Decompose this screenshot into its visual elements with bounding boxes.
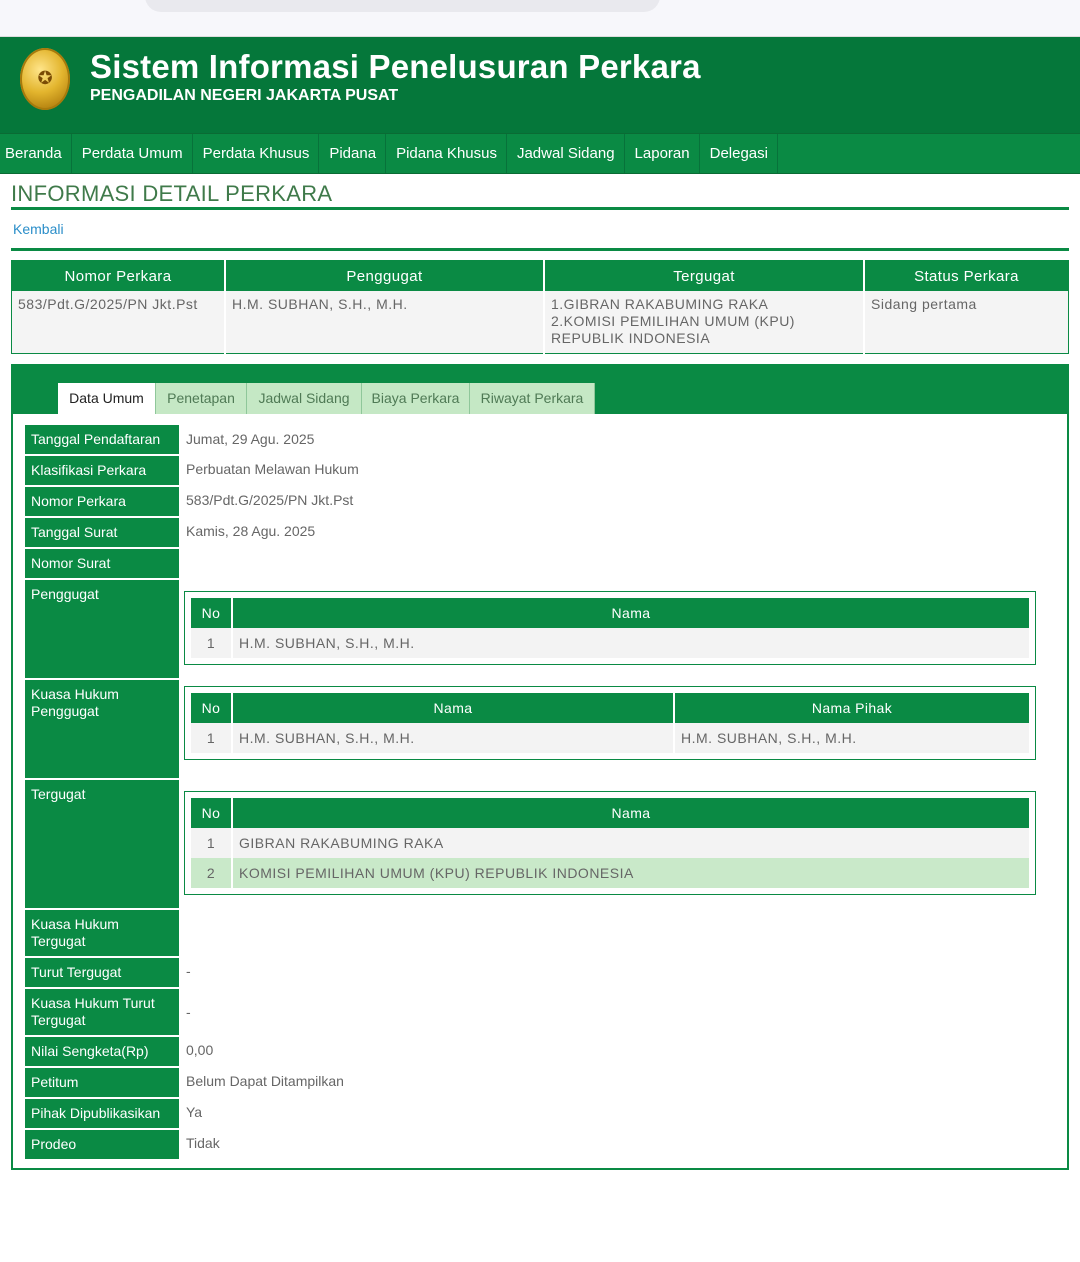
value-tanggal-pendaftaran: Jumat, 29 Agu. 2025 — [186, 431, 315, 447]
cell-no: 1 — [191, 628, 232, 658]
row-nomor-surat — [25, 548, 1045, 579]
nav-beranda[interactable]: Beranda — [0, 134, 72, 173]
row-tanggal-surat — [25, 517, 1045, 548]
nav-laporan[interactable]: Laporan — [630, 134, 700, 173]
col-nama: Nama — [232, 598, 1029, 628]
divider — [11, 248, 1069, 251]
value-tergugat — [179, 779, 1045, 909]
site-title: Sistem Informasi Penelusuran Perkara — [90, 48, 701, 85]
page-title: INFORMASI DETAIL PERKARA — [11, 181, 333, 206]
detail-panel — [11, 364, 1069, 1170]
label-prodeo: Prodeo — [25, 1129, 179, 1160]
col-nama-pihak: Nama Pihak — [674, 693, 1029, 723]
row-kuasa-tergugat — [25, 909, 1045, 957]
label-tergugat: Tergugat — [25, 779, 179, 909]
browser-address-pill[interactable] — [145, 0, 660, 12]
col-status-perkara: Status Perkara — [864, 261, 1069, 292]
tab-riwayat-perkara[interactable]: Riwayat Perkara — [470, 383, 595, 414]
table-row — [12, 291, 1069, 354]
tergugat-line-2: 2.KOMISI PEMILIHAN UMUM (KPU) REPUBLIK INDONESIA — [551, 313, 795, 346]
tab-jadwal-sidang[interactable]: Jadwal Sidang — [247, 383, 362, 414]
kuasa-penggugat-table — [191, 693, 1029, 753]
court-emblem-icon: ✪ — [20, 48, 70, 110]
cell-nama: H.M. SUBHAN, S.H., M.H. — [232, 723, 674, 753]
row-prodeo — [25, 1129, 1045, 1160]
value-kuasa-turut-tergugat: - — [186, 1003, 191, 1020]
browser-top-strip — [0, 0, 1080, 37]
nav-jadwal-sidang[interactable]: Jadwal Sidang — [512, 134, 625, 173]
case-summary-table — [11, 260, 1069, 354]
tab-bar — [13, 366, 1067, 414]
penggugat-box — [184, 591, 1036, 665]
cell-nomor-perkara: 583/Pdt.G/2025/PN Jkt.Pst — [12, 291, 226, 354]
value-nomor-perkara: 583/Pdt.G/2025/PN Jkt.Pst — [186, 492, 354, 508]
col-penggugat: Penggugat — [225, 261, 544, 292]
col-tergugat: Tergugat — [544, 261, 864, 292]
label-klasifikasi: Klasifikasi Perkara — [25, 455, 179, 486]
row-petitum — [25, 1067, 1045, 1098]
row-tergugat — [25, 779, 1045, 909]
label-turut-tergugat: Turut Tergugat — [25, 957, 179, 988]
nav-pidana[interactable]: Pidana — [324, 134, 386, 173]
value-penggugat — [179, 579, 1045, 679]
label-pihak-dipublikasikan: Pihak Dipublikasikan — [25, 1098, 179, 1129]
label-tanggal-pendaftaran: Tanggal Pendaftaran — [25, 425, 179, 455]
row-nilai-sengketa — [25, 1036, 1045, 1067]
label-kuasa-penggugat: Kuasa Hukum Penggugat — [25, 679, 179, 779]
label-nomor-perkara: Nomor Perkara — [25, 486, 179, 517]
tab-data-umum[interactable]: Data Umum — [58, 383, 156, 414]
label-tanggal-surat: Tanggal Surat — [25, 517, 179, 548]
penggugat-table — [191, 598, 1029, 658]
court-name: PENGADILAN NEGERI JAKARTA PUSAT — [90, 87, 399, 104]
value-pihak-dipublikasikan: Ya — [186, 1104, 203, 1120]
tab-penetapan[interactable]: Penetapan — [156, 383, 247, 414]
nav-delegasi[interactable]: Delegasi — [705, 134, 778, 173]
value-tanggal-surat: Kamis, 28 Agu. 2025 — [186, 523, 316, 539]
label-kuasa-tergugat: Kuasa Hukum Tergugat — [25, 909, 179, 957]
col-no: No — [191, 798, 232, 828]
cell-penggugat: H.M. SUBHAN, S.H., M.H. — [225, 291, 544, 354]
value-nomor-surat — [179, 548, 1045, 579]
row-kuasa-turut-tergugat — [25, 988, 1045, 1036]
nav-perdata-umum[interactable]: Perdata Umum — [77, 134, 193, 173]
label-kuasa-turut-tergugat: Kuasa Hukum Turut Tergugat — [25, 988, 179, 1036]
tab-biaya-perkara[interactable]: Biaya Perkara — [362, 383, 470, 414]
cell-tergugat — [544, 291, 864, 354]
value-klasifikasi: Perbuatan Melawan Hukum — [186, 461, 359, 477]
label-penggugat: Penggugat — [25, 579, 179, 679]
back-link[interactable]: Kembali — [13, 221, 64, 237]
cell-nama: KOMISI PEMILIHAN UMUM (KPU) REPUBLIK INDONESIA — [232, 858, 1029, 888]
label-nilai-sengketa: Nilai Sengketa(Rp) — [25, 1036, 179, 1067]
value-kuasa-penggugat — [179, 679, 1045, 779]
cell-no: 2 — [191, 858, 232, 888]
site-header — [0, 37, 1080, 133]
row-penggugat — [25, 579, 1045, 679]
table-row — [191, 858, 1029, 888]
main-nav — [0, 133, 1080, 174]
cell-nama: GIBRAN RAKABUMING RAKA — [232, 828, 1029, 858]
col-nama: Nama — [232, 693, 674, 723]
value-prodeo: Tidak — [186, 1135, 220, 1151]
cell-no: 1 — [191, 828, 232, 858]
tergugat-box — [184, 791, 1036, 895]
value-kuasa-tergugat — [179, 909, 1045, 957]
row-klasifikasi — [25, 455, 1045, 486]
value-petitum: Belum Dapat Ditampilkan — [186, 1073, 344, 1089]
divider — [11, 207, 1069, 210]
col-nama: Nama — [232, 798, 1029, 828]
row-tanggal-pendaftaran — [25, 425, 1045, 455]
table-row — [191, 628, 1029, 658]
tergugat-table — [191, 798, 1029, 888]
row-nomor-perkara — [25, 486, 1045, 517]
nav-perdata-khusus[interactable]: Perdata Khusus — [198, 134, 320, 173]
tergugat-line-1: 1.GIBRAN RAKABUMING RAKA — [551, 296, 769, 312]
col-no: No — [191, 598, 232, 628]
data-umum-table — [25, 425, 1045, 1161]
cell-nama-pihak: H.M. SUBHAN, S.H., M.H. — [674, 723, 1029, 753]
row-kuasa-penggugat — [25, 679, 1045, 779]
cell-status: Sidang pertama — [864, 291, 1069, 354]
cell-nama: H.M. SUBHAN, S.H., M.H. — [232, 628, 1029, 658]
kuasa-penggugat-box — [184, 686, 1036, 760]
value-turut-tergugat: - — [186, 963, 191, 979]
label-nomor-surat: Nomor Surat — [25, 548, 179, 579]
cell-no: 1 — [191, 723, 232, 753]
value-nilai-sengketa: 0,00 — [186, 1042, 214, 1058]
col-no: No — [191, 693, 232, 723]
col-nomor-perkara: Nomor Perkara — [12, 261, 226, 292]
table-row — [191, 723, 1029, 753]
row-pihak-dipublikasikan — [25, 1098, 1045, 1129]
label-petitum: Petitum — [25, 1067, 179, 1098]
row-turut-tergugat — [25, 957, 1045, 988]
nav-pidana-khusus[interactable]: Pidana Khusus — [391, 134, 507, 173]
table-row — [191, 828, 1029, 858]
